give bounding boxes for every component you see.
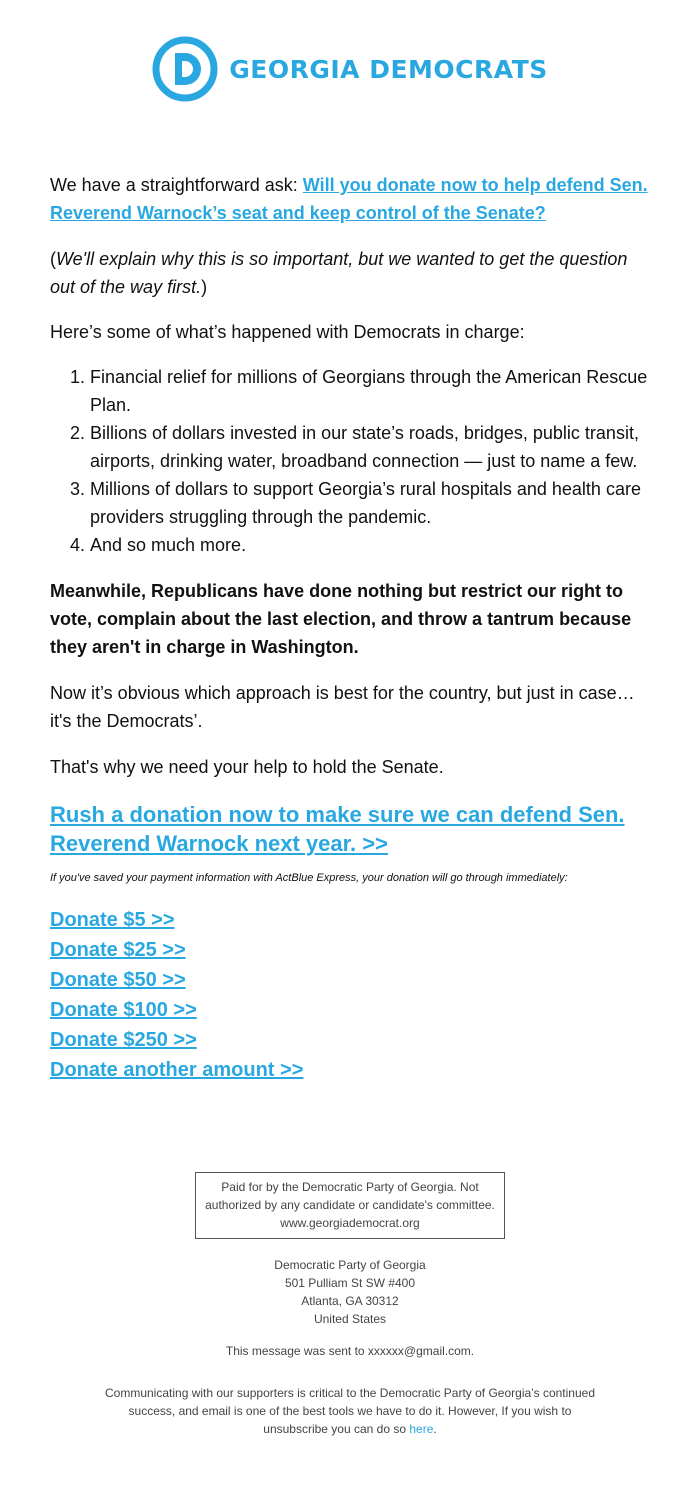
- brand-logo[interactable]: [152, 36, 548, 102]
- unsubscribe-notice: [95, 1384, 605, 1438]
- address-city: Atlanta, GA 30312: [301, 1294, 399, 1308]
- help-paragraph: That's why we need your help to hold the Senate.: [50, 757, 444, 777]
- intro-paragraph: [50, 171, 655, 227]
- mailing-address: [0, 1256, 700, 1328]
- disclaimer-website: www.georgiademocrat.org: [280, 1216, 420, 1230]
- sent-prefix: This message was sent to: [225, 1344, 368, 1358]
- paid-for-disclaimer: [195, 1172, 505, 1239]
- donate-100-link[interactable]: Donate $100 >>: [50, 999, 197, 1021]
- list-item: 3. Millions of dollars to support Georgia’s rural hospitals and health care providers struggling through the pandemic.: [90, 475, 655, 531]
- logo-text: GEORGIA DEMOCRATS: [229, 54, 548, 84]
- aside-italic: We'll explain why this is so important, but we wanted to get the question out of the way first.: [50, 249, 628, 297]
- main-donate-link[interactable]: Rush a donation now to make sure we can defend Sen. Reverend Warnock next year. >>: [50, 802, 625, 856]
- list-item: 4. And so much more.: [90, 531, 655, 559]
- sent-to-notice: [0, 1342, 700, 1360]
- unsubscribe-text: Communicating with our supporters is critical to the Democratic Party of Georgia’s continued success, and email is one of the best tools we have to do it. However, If you wish to unsubscribe you can do so: [105, 1386, 595, 1436]
- aside-open-paren: (: [50, 249, 56, 269]
- unsubscribe-link[interactable]: here: [409, 1422, 434, 1436]
- donate-250-link[interactable]: Donate $250 >>: [50, 1029, 197, 1051]
- list-item: 1. Financial relief for millions of Georgians through the American Rescue Plan.: [90, 363, 655, 419]
- intro-donate-link[interactable]: Will you donate now to help defend Sen. Reverend Warnock’s seat and keep control of the Senate?: [50, 175, 648, 223]
- accomplishments-list: [50, 363, 655, 559]
- aside-paragraph: [50, 245, 655, 301]
- republicans-paragraph: Meanwhile, Republicans have done nothing but restrict our right to vote, complain about the last election, and throw a tantrum because they aren't in charge in Washington.: [50, 581, 632, 657]
- disclaimer-line: Paid for by the Democratic Party of Georgia. Not: [221, 1180, 479, 1194]
- donate-links: [50, 905, 655, 1085]
- donate-50-link[interactable]: Donate $50 >>: [50, 969, 186, 991]
- list-intro: Here’s some of what’s happened with Democrats in charge:: [50, 322, 525, 342]
- unsubscribe-end: .: [433, 1422, 437, 1436]
- donate-5-link[interactable]: Donate $5 >>: [50, 909, 175, 931]
- email-footer: [0, 1172, 700, 1438]
- address-org: Democratic Party of Georgia: [274, 1258, 426, 1272]
- main-cta: [50, 800, 655, 858]
- aside-close-paren: ): [201, 277, 208, 297]
- democrats-d-logo-icon: [152, 36, 218, 102]
- approach-paragraph: Now it’s obvious which approach is best for the country, but just in case… it's the Democrats’.: [50, 683, 635, 731]
- email-body: [50, 171, 655, 1085]
- sent-suffix: .: [470, 1344, 475, 1358]
- email-header: [0, 36, 700, 102]
- disclaimer-line: authorized by any candidate or candidate's committee.: [205, 1198, 495, 1212]
- donate-other-link[interactable]: Donate another amount >>: [50, 1059, 304, 1081]
- actblue-express-note: If you've saved your payment information with ActBlue Express, your donation will go through immediately:: [50, 872, 568, 884]
- donate-25-link[interactable]: Donate $25 >>: [50, 939, 186, 961]
- address-street: 501 Pulliam St SW #400: [284, 1276, 416, 1290]
- list-item: 2. Billions of dollars invested in our state’s roads, bridges, public transit, airports, drinking water, broadband connection — just to name a few.: [90, 419, 655, 475]
- recipient-email: xxxxxx@gmail.com: [367, 1344, 471, 1358]
- intro-lead: We have a straightforward ask:: [50, 175, 303, 195]
- address-country: United States: [313, 1312, 387, 1326]
